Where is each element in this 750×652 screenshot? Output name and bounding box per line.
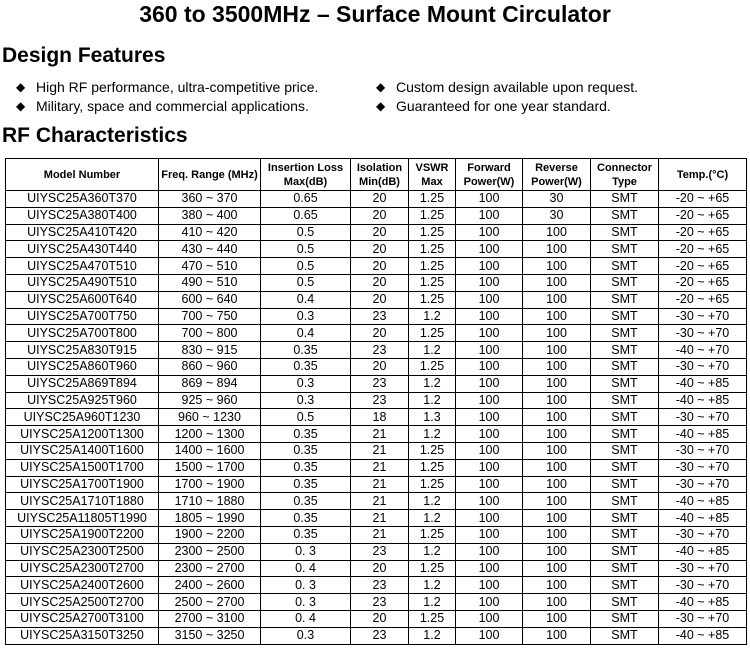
- table-cell: 21: [351, 426, 409, 443]
- table-cell: -40 ~ +85: [659, 375, 747, 392]
- table-row: [6, 409, 747, 426]
- table-cell: 20: [351, 291, 409, 308]
- table-cell: -40 ~ +70: [659, 342, 747, 359]
- design-features-heading: Design Features: [2, 44, 166, 67]
- table-cell: UIYSC25A3150T3250: [6, 627, 159, 644]
- column-header: Forward Power(W): [456, 159, 523, 191]
- table-cell: UIYSC25A2700T3100: [6, 610, 159, 627]
- table-cell: UIYSC25A925T960: [6, 392, 159, 409]
- table-cell: 2300 ~ 2500: [159, 543, 261, 560]
- table-cell: 100: [523, 526, 591, 543]
- table-row: [6, 308, 747, 325]
- table-cell: SMT: [591, 442, 659, 459]
- table-cell: 0.4: [261, 325, 351, 342]
- table-cell: 1400 ~ 1600: [159, 442, 261, 459]
- table-cell: 925 ~ 960: [159, 392, 261, 409]
- table-cell: -30 ~ +70: [659, 442, 747, 459]
- table-cell: UIYSC25A2400T2600: [6, 577, 159, 594]
- table-row: [6, 577, 747, 594]
- table-cell: UIYSC25A490T510: [6, 274, 159, 291]
- table-cell: 1.3: [409, 409, 456, 426]
- table-cell: -40 ~ +85: [659, 510, 747, 527]
- table-cell: 23: [351, 543, 409, 560]
- table-cell: UIYSC25A2500T2700: [6, 594, 159, 611]
- table-cell: 0.4: [261, 291, 351, 308]
- table-body: [6, 191, 747, 645]
- table-cell: 1.25: [409, 358, 456, 375]
- features-right-column: [376, 78, 638, 116]
- table-cell: 0.35: [261, 459, 351, 476]
- feature-text: High RF performance, ultra-competitive price.: [36, 79, 319, 95]
- table-cell: UIYSC25A1200T1300: [6, 426, 159, 443]
- table-cell: 0.3: [261, 392, 351, 409]
- diamond-bullet-icon: ◆: [16, 99, 26, 113]
- table-cell: -30 ~ +70: [659, 526, 747, 543]
- table-cell: 960 ~ 1230: [159, 409, 261, 426]
- table-cell: 0.3: [261, 308, 351, 325]
- table-cell: 3150 ~ 3250: [159, 627, 261, 644]
- table-cell: 2500 ~ 2700: [159, 594, 261, 611]
- table-cell: 100: [523, 493, 591, 510]
- table-cell: 0. 3: [261, 543, 351, 560]
- table-cell: 100: [456, 308, 523, 325]
- table-cell: 0.35: [261, 493, 351, 510]
- table-cell: 21: [351, 476, 409, 493]
- table-cell: 1500 ~ 1700: [159, 459, 261, 476]
- table-cell: 30: [523, 191, 591, 208]
- table-cell: 0.65: [261, 207, 351, 224]
- table-cell: 100: [456, 342, 523, 359]
- table-row: [6, 610, 747, 627]
- table-cell: SMT: [591, 375, 659, 392]
- table-cell: UIYSC25A2300T2500: [6, 543, 159, 560]
- table-cell: 0.35: [261, 342, 351, 359]
- table-cell: 470 ~ 510: [159, 258, 261, 275]
- table-cell: -20 ~ +65: [659, 191, 747, 208]
- column-header: Connector Type: [591, 159, 659, 191]
- table-cell: 100: [456, 191, 523, 208]
- table-cell: SMT: [591, 358, 659, 375]
- table-cell: 21: [351, 442, 409, 459]
- column-header: Model Number: [6, 159, 159, 191]
- table-cell: 21: [351, 459, 409, 476]
- table-cell: UIYSC25A470T510: [6, 258, 159, 275]
- table-cell: 1805 ~ 1990: [159, 510, 261, 527]
- table-cell: SMT: [591, 610, 659, 627]
- table-cell: 20: [351, 325, 409, 342]
- table-cell: UIYSC25A869T894: [6, 375, 159, 392]
- table-row: [6, 526, 747, 543]
- table-cell: -40 ~ +85: [659, 543, 747, 560]
- table-cell: -30 ~ +70: [659, 560, 747, 577]
- table-row: [6, 258, 747, 275]
- table-cell: 100: [523, 459, 591, 476]
- table-cell: UIYSC25A960T1230: [6, 409, 159, 426]
- table-cell: -20 ~ +65: [659, 224, 747, 241]
- table-cell: 100: [523, 308, 591, 325]
- table-cell: 100: [456, 493, 523, 510]
- table-cell: 23: [351, 375, 409, 392]
- table-cell: SMT: [591, 526, 659, 543]
- table-row: [6, 274, 747, 291]
- table-cell: 20: [351, 358, 409, 375]
- table-cell: UIYSC25A1500T1700: [6, 459, 159, 476]
- table-cell: 490 ~ 510: [159, 274, 261, 291]
- table-cell: 100: [456, 409, 523, 426]
- table-cell: 100: [456, 207, 523, 224]
- table-cell: 2300 ~ 2700: [159, 560, 261, 577]
- table-cell: 30: [523, 207, 591, 224]
- table-cell: 20: [351, 560, 409, 577]
- table-cell: 100: [456, 560, 523, 577]
- column-header: Freq. Range (MHz): [159, 159, 261, 191]
- table-row: [6, 476, 747, 493]
- table-cell: 20: [351, 610, 409, 627]
- diamond-bullet-icon: ◆: [376, 99, 386, 113]
- table-cell: 100: [523, 442, 591, 459]
- table-cell: 0. 4: [261, 610, 351, 627]
- table-row: [6, 627, 747, 644]
- table-cell: 20: [351, 207, 409, 224]
- table-cell: 0.3: [261, 375, 351, 392]
- table-row: [6, 442, 747, 459]
- diamond-bullet-icon: ◆: [376, 80, 386, 94]
- table-cell: UIYSC25A430T440: [6, 241, 159, 258]
- table-cell: 1700 ~ 1900: [159, 476, 261, 493]
- table-cell: -30 ~ +70: [659, 577, 747, 594]
- table-cell: 23: [351, 577, 409, 594]
- table-cell: SMT: [591, 207, 659, 224]
- table-cell: -20 ~ +65: [659, 241, 747, 258]
- table-cell: SMT: [591, 325, 659, 342]
- table-cell: 100: [523, 409, 591, 426]
- table-cell: -40 ~ +85: [659, 426, 747, 443]
- feature-text: Guaranteed for one year standard.: [396, 98, 611, 114]
- table-cell: SMT: [591, 274, 659, 291]
- table-row: [6, 207, 747, 224]
- table-cell: 1.2: [409, 577, 456, 594]
- table-cell: 100: [456, 224, 523, 241]
- table-cell: 380 ~ 400: [159, 207, 261, 224]
- table-cell: 1.25: [409, 291, 456, 308]
- table-cell: 100: [456, 274, 523, 291]
- table-cell: 0.35: [261, 526, 351, 543]
- table-cell: UIYSC25A860T960: [6, 358, 159, 375]
- rf-characteristics-heading: RF Characteristics: [2, 124, 188, 147]
- table-cell: 1.2: [409, 510, 456, 527]
- table-cell: 100: [456, 459, 523, 476]
- table-cell: 1.25: [409, 241, 456, 258]
- feature-item: [376, 78, 638, 97]
- table-cell: UIYSC25A700T800: [6, 325, 159, 342]
- column-header: Temp.(°C): [659, 159, 747, 191]
- table-cell: 1.25: [409, 258, 456, 275]
- table-cell: SMT: [591, 258, 659, 275]
- column-header: Insertion Loss Max(dB): [261, 159, 351, 191]
- table-cell: 600 ~ 640: [159, 291, 261, 308]
- column-header: Isolation Min(dB): [351, 159, 409, 191]
- table-cell: 0.35: [261, 476, 351, 493]
- table-cell: 100: [523, 258, 591, 275]
- table-cell: UIYSC25A1400T1600: [6, 442, 159, 459]
- table-cell: 1.2: [409, 493, 456, 510]
- table-cell: SMT: [591, 459, 659, 476]
- table-cell: 0.35: [261, 510, 351, 527]
- table-cell: 2400 ~ 2600: [159, 577, 261, 594]
- table-cell: 0.3: [261, 627, 351, 644]
- table-cell: 0.5: [261, 224, 351, 241]
- table-cell: 100: [456, 510, 523, 527]
- table-cell: 869 ~ 894: [159, 375, 261, 392]
- table-cell: SMT: [591, 409, 659, 426]
- table-cell: 0. 3: [261, 594, 351, 611]
- table-cell: 100: [456, 442, 523, 459]
- table-cell: 23: [351, 627, 409, 644]
- table-cell: 1.2: [409, 627, 456, 644]
- table-cell: 100: [456, 375, 523, 392]
- table-cell: UIYSC25A1900T2200: [6, 526, 159, 543]
- table-cell: 1.2: [409, 392, 456, 409]
- table-cell: -30 ~ +70: [659, 325, 747, 342]
- column-header: Reverse Power(W): [523, 159, 591, 191]
- table-header-row: [6, 159, 747, 191]
- table-row: [6, 392, 747, 409]
- table-cell: 1.2: [409, 594, 456, 611]
- table-cell: SMT: [591, 577, 659, 594]
- table-cell: UIYSC25A410T420: [6, 224, 159, 241]
- table-cell: SMT: [591, 543, 659, 560]
- table-cell: 100: [523, 594, 591, 611]
- table-row: [6, 291, 747, 308]
- table-cell: UIYSC25A360T370: [6, 191, 159, 208]
- table-cell: 1.2: [409, 426, 456, 443]
- table-cell: 21: [351, 526, 409, 543]
- table-cell: 100: [456, 325, 523, 342]
- table-cell: 1.2: [409, 342, 456, 359]
- table-row: [6, 191, 747, 208]
- table-cell: 830 ~ 915: [159, 342, 261, 359]
- table-cell: 0.35: [261, 358, 351, 375]
- table-row: [6, 224, 747, 241]
- table-cell: 1.25: [409, 560, 456, 577]
- table-cell: 0.35: [261, 442, 351, 459]
- table-cell: 1.25: [409, 325, 456, 342]
- table-cell: -30 ~ +70: [659, 358, 747, 375]
- table-cell: 23: [351, 594, 409, 611]
- table-cell: UIYSC25A1700T1900: [6, 476, 159, 493]
- table-cell: 100: [523, 426, 591, 443]
- table-cell: 100: [456, 241, 523, 258]
- table-cell: 1.25: [409, 459, 456, 476]
- table-cell: 360 ~ 370: [159, 191, 261, 208]
- table-cell: SMT: [591, 493, 659, 510]
- table-cell: 0. 4: [261, 560, 351, 577]
- table-cell: 1.2: [409, 543, 456, 560]
- table-cell: SMT: [591, 476, 659, 493]
- table-cell: 1710 ~ 1880: [159, 493, 261, 510]
- feature-item: [376, 97, 638, 116]
- table-cell: -30 ~ +70: [659, 308, 747, 325]
- table-cell: 100: [523, 274, 591, 291]
- table-cell: 430 ~ 440: [159, 241, 261, 258]
- table-cell: 100: [456, 526, 523, 543]
- table-cell: 1.25: [409, 610, 456, 627]
- table-row: [6, 459, 747, 476]
- table-cell: 100: [523, 510, 591, 527]
- table-cell: SMT: [591, 510, 659, 527]
- features-left-column: [16, 78, 318, 116]
- table-cell: 100: [523, 392, 591, 409]
- table-cell: -20 ~ +65: [659, 291, 747, 308]
- table-cell: 860 ~ 960: [159, 358, 261, 375]
- feature-item: [16, 97, 318, 116]
- table-cell: 100: [523, 291, 591, 308]
- table-cell: 20: [351, 274, 409, 291]
- table-cell: UIYSC25A380T400: [6, 207, 159, 224]
- table-cell: 100: [523, 577, 591, 594]
- table-cell: UIYSC25A830T915: [6, 342, 159, 359]
- table-cell: 0.65: [261, 191, 351, 208]
- table-cell: 100: [456, 258, 523, 275]
- table-cell: 18: [351, 409, 409, 426]
- table-cell: 100: [456, 426, 523, 443]
- table-cell: 1.2: [409, 375, 456, 392]
- table-cell: 20: [351, 191, 409, 208]
- table-cell: 100: [523, 224, 591, 241]
- table-cell: UIYSC25A1710T1880: [6, 493, 159, 510]
- table-cell: 100: [456, 291, 523, 308]
- table-cell: 100: [523, 610, 591, 627]
- table-row: [6, 375, 747, 392]
- table-cell: -30 ~ +70: [659, 476, 747, 493]
- table-cell: 100: [523, 342, 591, 359]
- table-cell: UIYSC25A600T640: [6, 291, 159, 308]
- table-cell: 1.25: [409, 274, 456, 291]
- table-cell: 21: [351, 493, 409, 510]
- table-cell: -30 ~ +70: [659, 610, 747, 627]
- table-cell: SMT: [591, 191, 659, 208]
- table-cell: 100: [456, 627, 523, 644]
- diamond-bullet-icon: ◆: [16, 80, 26, 94]
- table-cell: UIYSC25A700T750: [6, 308, 159, 325]
- table-cell: 1.25: [409, 476, 456, 493]
- table-cell: 0.5: [261, 258, 351, 275]
- table-row: [6, 325, 747, 342]
- table-cell: 21: [351, 510, 409, 527]
- table-cell: 100: [456, 543, 523, 560]
- table-cell: UIYSC25A2300T2700: [6, 560, 159, 577]
- table-cell: 23: [351, 342, 409, 359]
- table-row: [6, 426, 747, 443]
- table-cell: 1.25: [409, 207, 456, 224]
- table-cell: -40 ~ +85: [659, 392, 747, 409]
- table-cell: -40 ~ +85: [659, 493, 747, 510]
- table-cell: 20: [351, 241, 409, 258]
- table-cell: 20: [351, 224, 409, 241]
- table-cell: 2700 ~ 3100: [159, 610, 261, 627]
- feature-item: [16, 78, 318, 97]
- table-row: [6, 358, 747, 375]
- table-cell: -20 ~ +65: [659, 207, 747, 224]
- table-cell: 1.25: [409, 224, 456, 241]
- rf-characteristics-table: [5, 158, 747, 645]
- table-cell: SMT: [591, 426, 659, 443]
- table-cell: 100: [456, 392, 523, 409]
- table-cell: 100: [523, 543, 591, 560]
- table-cell: 700 ~ 800: [159, 325, 261, 342]
- table-cell: 100: [456, 594, 523, 611]
- table-cell: -20 ~ +65: [659, 274, 747, 291]
- table-row: [6, 510, 747, 527]
- table-cell: 100: [456, 610, 523, 627]
- table-cell: UIYSC25A11805T1990: [6, 510, 159, 527]
- table-cell: 100: [523, 560, 591, 577]
- table-cell: -40 ~ +85: [659, 594, 747, 611]
- table-cell: 100: [456, 577, 523, 594]
- table-cell: 23: [351, 308, 409, 325]
- table-cell: 100: [523, 375, 591, 392]
- table-cell: -20 ~ +65: [659, 258, 747, 275]
- table-cell: 23: [351, 392, 409, 409]
- table-cell: 100: [523, 241, 591, 258]
- table-cell: 0. 3: [261, 577, 351, 594]
- table-cell: 0.5: [261, 241, 351, 258]
- table-cell: SMT: [591, 392, 659, 409]
- table-cell: SMT: [591, 560, 659, 577]
- table-cell: 100: [523, 325, 591, 342]
- table-cell: SMT: [591, 224, 659, 241]
- table-cell: 0.5: [261, 274, 351, 291]
- table-cell: SMT: [591, 627, 659, 644]
- table-cell: 1900 ~ 2200: [159, 526, 261, 543]
- table-row: [6, 560, 747, 577]
- table-cell: SMT: [591, 291, 659, 308]
- table-cell: 1.2: [409, 308, 456, 325]
- table-cell: 1.25: [409, 191, 456, 208]
- table-cell: 1.25: [409, 442, 456, 459]
- table-row: [6, 594, 747, 611]
- feature-text: Custom design available upon request.: [396, 79, 639, 95]
- table-cell: -30 ~ +70: [659, 459, 747, 476]
- table-cell: -40 ~ +85: [659, 627, 747, 644]
- table-cell: SMT: [591, 594, 659, 611]
- table-cell: 410 ~ 420: [159, 224, 261, 241]
- table-cell: 20: [351, 258, 409, 275]
- table-cell: SMT: [591, 342, 659, 359]
- table-cell: 1.25: [409, 526, 456, 543]
- page-title: 360 to 3500MHz – Surface Mount Circulator: [139, 1, 611, 27]
- table-row: [6, 493, 747, 510]
- table-cell: 0.5: [261, 409, 351, 426]
- feature-text: Military, space and commercial applications.: [36, 98, 309, 114]
- table-cell: 1200 ~ 1300: [159, 426, 261, 443]
- table-cell: 700 ~ 750: [159, 308, 261, 325]
- table-cell: 100: [523, 476, 591, 493]
- table-cell: SMT: [591, 308, 659, 325]
- table-row: [6, 241, 747, 258]
- table-row: [6, 543, 747, 560]
- table-cell: 100: [523, 358, 591, 375]
- column-header: VSWR Max: [409, 159, 456, 191]
- table-row: [6, 342, 747, 359]
- table-cell: 100: [456, 358, 523, 375]
- table-cell: SMT: [591, 241, 659, 258]
- table-cell: 100: [523, 627, 591, 644]
- table-cell: 0.35: [261, 426, 351, 443]
- table-cell: -30 ~ +70: [659, 409, 747, 426]
- table-cell: 100: [456, 476, 523, 493]
